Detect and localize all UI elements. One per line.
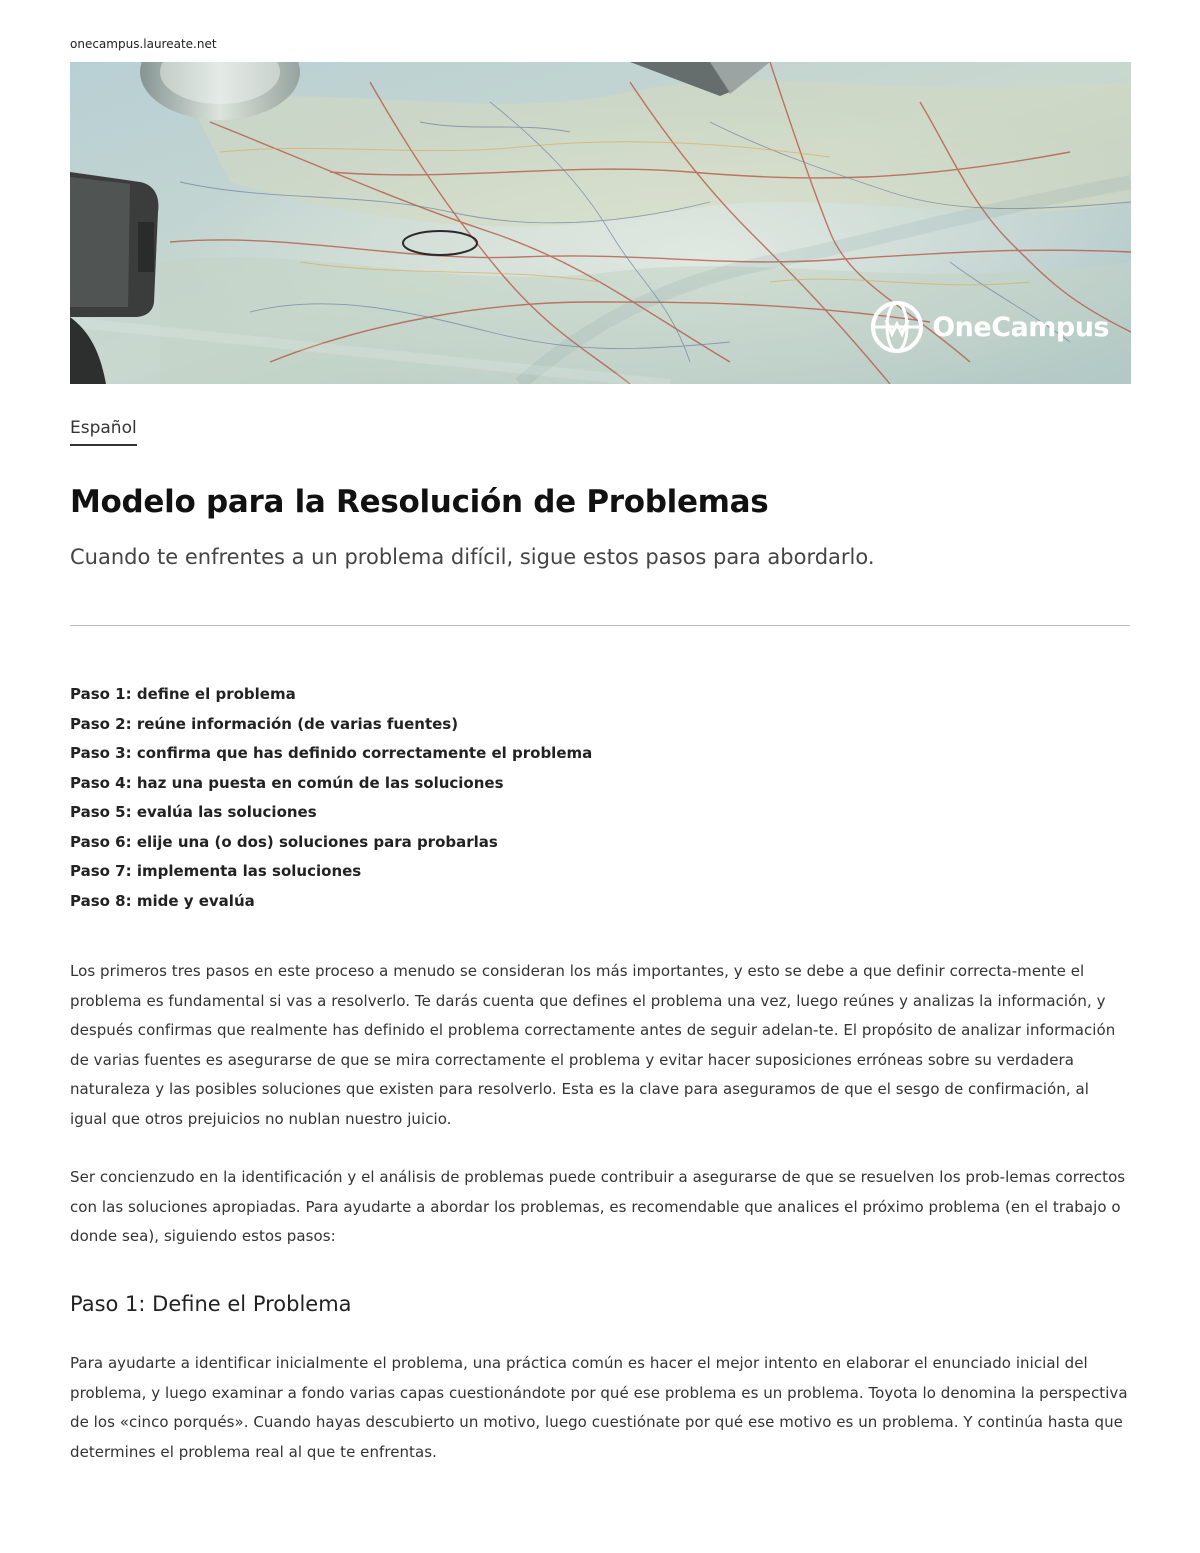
step-item: Paso 6: elije una (o dos) soluciones para probarlas: [70, 832, 498, 851]
language-tab-espanol[interactable]: Español: [70, 418, 137, 446]
onecampus-brand: [870, 300, 1109, 354]
section-divider: [70, 625, 1130, 626]
brand-name: OneCampus: [932, 311, 1109, 343]
page-url: onecampus.laureate.net: [70, 37, 217, 51]
step-1-paragraph: Para ayudarte a identificar inicialmente el problema, una práctica común es hacer el mejor intento en elaborar el enunciado inicial del problema, y luego examinar a fondo varias capas cuestionándote por qué ese problema es un problema. Toyota lo denomina la perspectiva de los «cinco porqués». Cuando hayas descubierto un motivo, luego cuestiónate por qué ese motivo es un problema. Y continúa hasta que determines el problema real al que te enfrentas.: [70, 1354, 1128, 1461]
step-item: Paso 1: define el problema: [70, 685, 296, 703]
step-item: Paso 7: implementa las soluciones: [70, 862, 362, 880]
section-heading-step-1: Paso 1: Define el Problema: [70, 1292, 352, 1316]
step-item: Paso 3: confirma que has definido correctamente el problema: [70, 744, 593, 762]
step-item: Paso 2: reúne información (de varias fuentes): [70, 714, 459, 733]
step-item: Paso 8: mide y evalúa: [70, 891, 255, 910]
hero-map-image: [70, 62, 1131, 384]
page-title: Modelo para la Resolución de Problemas: [70, 484, 769, 520]
intro-paragraph: Los primeros tres pasos en este proceso a menudo se consideran los más importantes, y esto se debe a que definir correcta-mente el problema es fundamental si vas a resolverlo. Te darás cuenta que defines el problema una vez, luego reúnes y analizas la información, y después confirmas que realmente has definido el problema correctamente antes de seguir adelan-te. El propósito de analizar información de varias fuentes es asegurarse de que se mira correctamente el problema y evitar hacer suposiciones erróneas sobre su verdadera naturaleza y las posibles soluciones que existen para resolverlo. Esta es la clave para aseguramos de que el sesgo de confirmación, al igual que otros prejuicios no nublan nuestro juicio.: [70, 962, 1116, 1128]
step-item: Paso 5: evalúa las soluciones: [70, 803, 317, 821]
steps-list: [70, 680, 592, 916]
step-item: Paso 4: haz una puesta en común de las soluciones: [70, 773, 504, 792]
analysis-paragraph: Ser concienzudo en la identificación y el análisis de problemas puede contribuir a asegurarse de que se resuelven los prob-lemas correctos con las soluciones apropiadas. Para ayudarte a abordar los problemas, es recomendable que analices el próximo problema (en el trabajo o donde sea), siguiendo estos pasos:: [70, 1168, 1126, 1245]
globe-logo-icon: [870, 300, 924, 354]
page-subtitle: Cuando te enfrentes a un problema difícil, sigue estos pasos para abordarlo.: [70, 545, 875, 569]
